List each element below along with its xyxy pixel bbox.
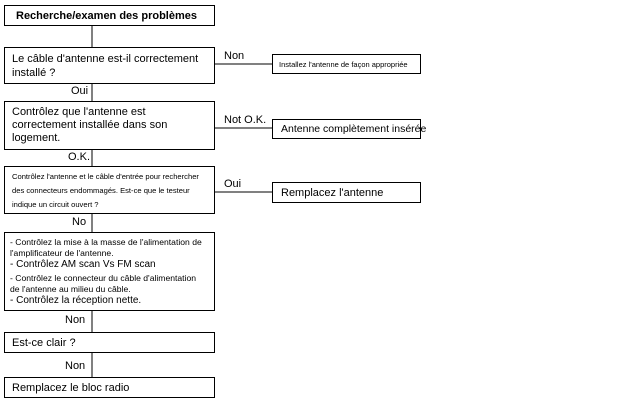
label-checks-no: Non <box>65 314 86 326</box>
checklist-item: - Contrôlez la réception nette. <box>10 295 142 306</box>
final-text-replace-radio: Remplacez le bloc radio <box>12 382 130 394</box>
question-box-connectors <box>4 166 215 214</box>
result-text-antenna-inserted: Antenne complètement insérée <box>281 123 427 135</box>
question-line: indique un circuit ouvert ? <box>12 200 99 209</box>
title-text: Recherche/examen des problèmes <box>16 10 197 22</box>
result-text-replace-antenna: Remplacez l'antenne <box>281 187 384 199</box>
question-line: Le câble d'antenne est-il correctement <box>12 53 199 65</box>
question-box-clear <box>4 332 215 353</box>
question-line: des connecteurs endommagés. Est-ce que le testeur <box>12 186 190 195</box>
final-box-replace-radio <box>4 377 215 398</box>
question-line: Contrôlez l'antenne et le câble d'entrée pour rechercher <box>12 172 199 181</box>
label-q2-ok: O.K. <box>68 151 91 163</box>
label-q2-not-ok: Not O.K. <box>224 114 267 126</box>
label-q1-yes: Oui <box>71 85 89 97</box>
question-text-connectors <box>12 170 199 212</box>
title-box <box>4 5 215 26</box>
question-line: Contrôlez que l'antenne est <box>12 106 146 118</box>
result-text-install-antenna: Installez l'antenne de façon appropriée <box>279 60 408 69</box>
question-box-antenna-housing <box>4 101 215 150</box>
label-q3-yes: Oui <box>224 178 242 190</box>
question-box-antenna-cable <box>4 47 215 84</box>
checklist-item: - Contrôlez le connecteur du câble d'alimentation <box>10 273 197 283</box>
checklist-item: de l'antenne au milieu du câble. <box>10 284 131 294</box>
label-q1-no: Non <box>224 50 245 62</box>
label-q3-no: No <box>72 216 87 228</box>
checklist-item: l'amplificateur de l'antenne. <box>10 248 114 258</box>
question-line: installé ? <box>12 67 56 79</box>
checklist-item: - Contrôlez la mise à la masse de l'alimentation de <box>10 237 202 247</box>
question-text-antenna-housing <box>12 106 167 145</box>
checklist-box <box>4 232 215 311</box>
result-box-replace-antenna <box>272 182 421 203</box>
question-line: correctement installée dans son <box>12 119 168 131</box>
question-text-clear: Est-ce clair ? <box>12 337 76 349</box>
label-q4-no: Non <box>65 360 86 372</box>
result-box-install-antenna <box>272 54 421 74</box>
result-box-antenna-inserted <box>272 119 427 139</box>
checklist-item: - Contrôlez AM scan Vs FM scan <box>10 259 156 270</box>
question-text-antenna-cable <box>12 52 198 80</box>
question-line: logement. <box>12 132 61 144</box>
